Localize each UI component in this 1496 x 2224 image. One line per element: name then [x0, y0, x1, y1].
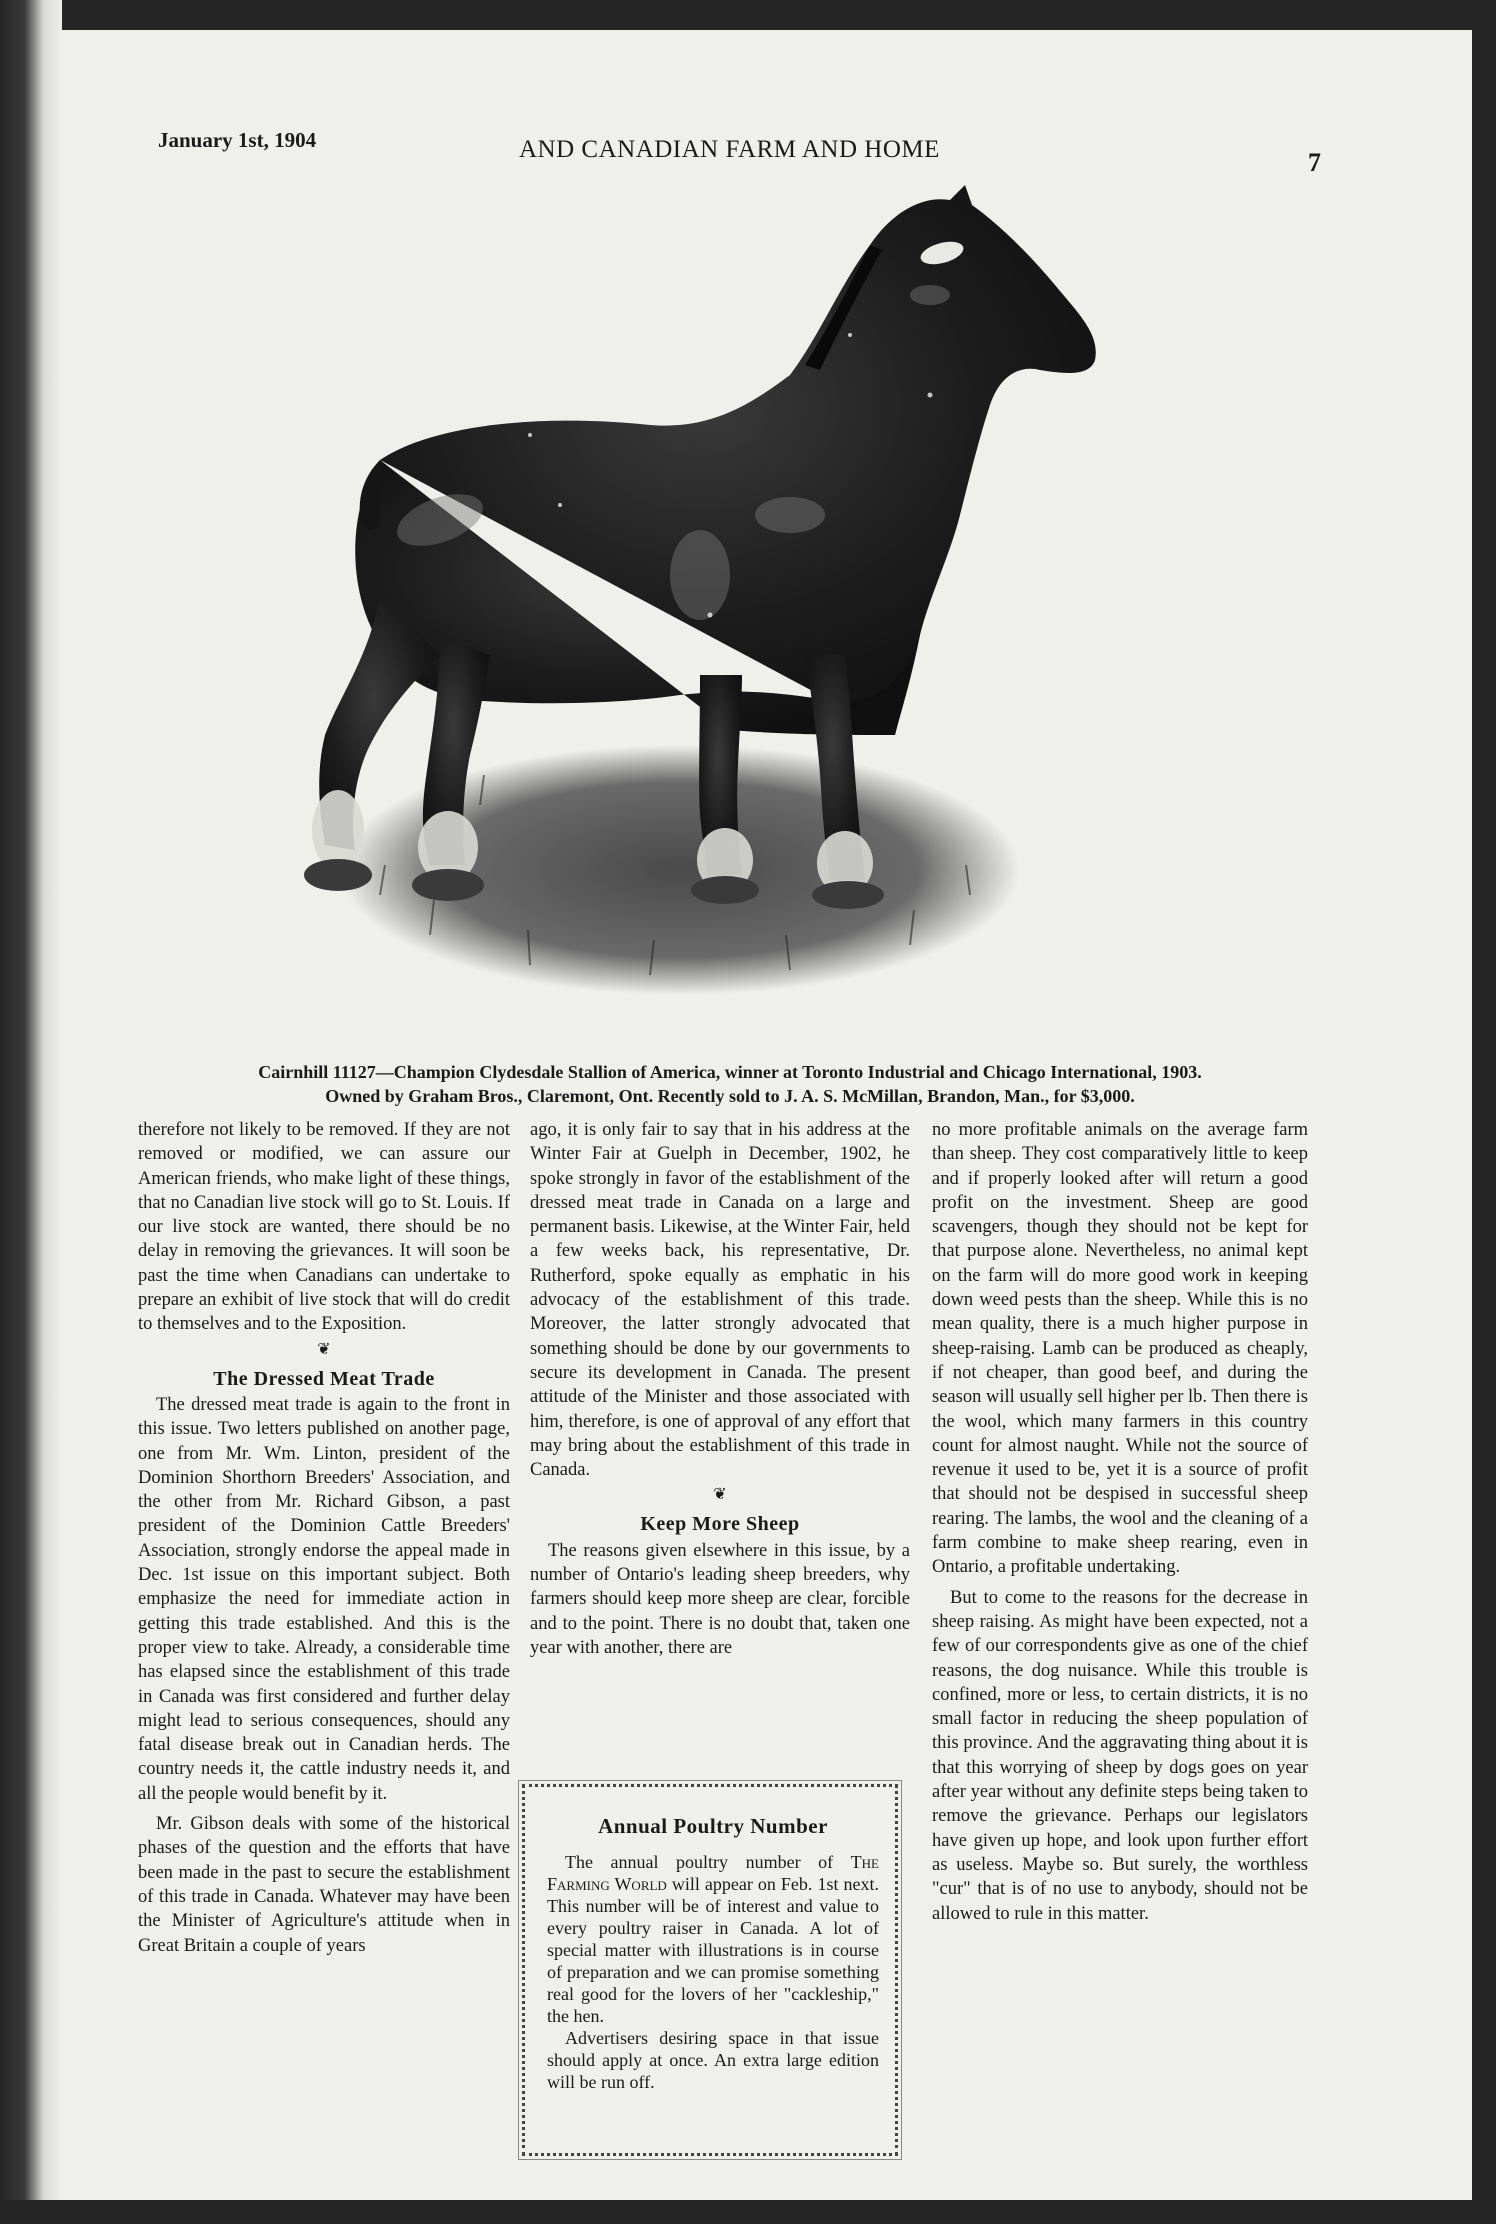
col3-paragraph-2: But to come to the reasons for the decrease in sheep raising. As might have been expected, not a few of our correspondents give as one of the chief reasons, the dog nuisance. While this trouble is confined, more or less, to certain districts, it is no small factor in reducing the sheep population of this province. And the aggravating thing about it is that this worrying of sheep by dogs goes on year after year without any definite steps being taken to remove the grievance. Perhaps our legislators have given up hope, and look upon further effort as useless. Maybe so. But surely, the worthless "cur" that is of no use to anybody, should not be allowed to rule in this matter. — [932, 1587, 1308, 1924]
poultry-box-paragraph-1 — [547, 1851, 879, 2027]
poultry-text-a: The annual poultry number of — [565, 1852, 851, 1872]
column-2 — [530, 1118, 910, 1660]
leaf-ornament-icon: ❦ — [317, 1340, 331, 1358]
col1-paragraph-3: Mr. Gibson deals with some of the historical phases of the question and the efforts that have been made in the past to secure the establishment of this trade in Canada. Whatever may have been the Minister of Agriculture's attitude when in Great Britain a couple of years — [138, 1814, 510, 1956]
column-3 — [932, 1118, 1308, 1926]
poultry-text-c: will appear on Feb. 1st next. This number will be of interest and value to every poultry raiser in Canada. A lot of special matter with illustrations is in course of preparation and we can promise something real good for the lovers of her "cackleship," the hen. — [547, 1874, 879, 2026]
column-1 — [138, 1118, 510, 1958]
page-number: 7 — [1308, 148, 1321, 177]
illustration-caption-line-1: Cairnhill 11127—Champion Clydesdale Stallion of America, winner at Toronto Industrial and Chicago International, 1903. — [258, 1062, 1202, 1082]
heading-dressed-meat-trade: The Dressed Meat Trade — [213, 1367, 435, 1390]
illustration-caption-line-2: Owned by Graham Bros., Claremont, Ont. Recently sold to J. A. S. McMillan, Brandon, Man., for $3,000. — [325, 1086, 1135, 1106]
col2-paragraph-1: ago, it is only fair to say that in his address at the Winter Fair at Guelph in December, 1902, he spoke strongly in favor of the establishment of the dressed meat trade in Canada on a large and permanent basis. Likewise, at the Winter Fair, held a few weeks back, his representative, Dr. Rutherford, spoke equally as emphatic in his advocacy of the establishment of this trade. Moreover, the latter strongly advocated that something should be done by our governments to secure its development in Canada. The present attitude of the Minister and those associated with him, therefore, is one of approval of any effort that may bring about the establishment of this trade in Canada. — [530, 1120, 910, 1481]
book-spine — [0, 0, 62, 2224]
publication-name: The Farming World — [547, 1852, 879, 1894]
scan-border-right — [1472, 0, 1496, 2224]
poultry-box-heading: Annual Poultry Number — [598, 1814, 828, 1838]
scan-border-bottom — [0, 2200, 1496, 2224]
col3-paragraph-1: no more profitable animals on the average farm than sheep. They cost comparatively little to keep and if properly looked after will return a good profit on the investment. Sheep are good scavengers, though they should not be kept for that purpose alone. Nevertheless, no animal kept on the farm will do more good work in keeping down weed pests than the sheep. While this is no mean quality, there is a much higher purpose in sheep-raising. Lamb can be produced as cheaply, if not cheaper, than good beef, and during the season will usually sell higher per lb. Then there is the wool, which many farmers in this country count for almost naught. While not the source of revenue it used to be, yet it is a source of profit that should not be despised in successful sheep rearing. The lambs, the wool and the cleaning of a farm combine to make sheep rearing, even in Ontario, a profitable undertaking. — [932, 1120, 1308, 1578]
annual-poultry-number-box — [522, 1784, 898, 2156]
col1-paragraph-1: therefore not likely to be removed. If they are not removed or modified, we can assure our American friends, who make light of these things, that no Canadian live stock will go to St. Louis. If our live stock are wanted, there should be no delay in removing the grievances. It will soon be past the time when Canadians can undertake to prepare an exhibit of live stock that will do credit to themselves and to the Exposition. — [138, 1120, 510, 1335]
tail — [360, 460, 380, 530]
leaf-ornament-icon: ❦ — [713, 1486, 727, 1504]
poultry-box-paragraph-2: Advertisers desiring space in that issue should apply at once. An extra large edition will be run off. — [547, 2028, 879, 2092]
issue-date: January 1st, 1904 — [158, 128, 317, 152]
heading-keep-more-sheep: Keep More Sheep — [640, 1513, 800, 1536]
running-title: AND CANADIAN FARM AND HOME — [519, 136, 940, 163]
scan-border-top — [0, 0, 1496, 30]
clydesdale-stallion-illustration — [230, 175, 1230, 1055]
col1-paragraph-2: The dressed meat trade is again to the front in this issue. Two letters published on another page, one from Mr. Wm. Linton, president of the Dominion Shorthorn Breeders' Association, and the other from Mr. Richard Gibson, a past president of the Dominion Cattle Breeders' Association, strongly endorse the appeal made in Dec. 1st issue on this important subject. Both emphasize the need for immediate action in getting this trade established. And this is the proper view to take. Already, a considerable time has elapsed since the establishment of this trade in Canada was first considered and further delay might lead to serious consequences, should any fatal disease break out in Canadian herds. The country needs it, the cattle industry needs it, and all the people would benefit by it. — [138, 1394, 510, 1804]
col2-paragraph-2: The reasons given elsewhere in this issue, by a number of Ontario's leading sheep breeders, why farmers should keep more sheep are clear, forcible and to the point. There is no doubt that, taken one year with another, there are — [530, 1540, 910, 1658]
